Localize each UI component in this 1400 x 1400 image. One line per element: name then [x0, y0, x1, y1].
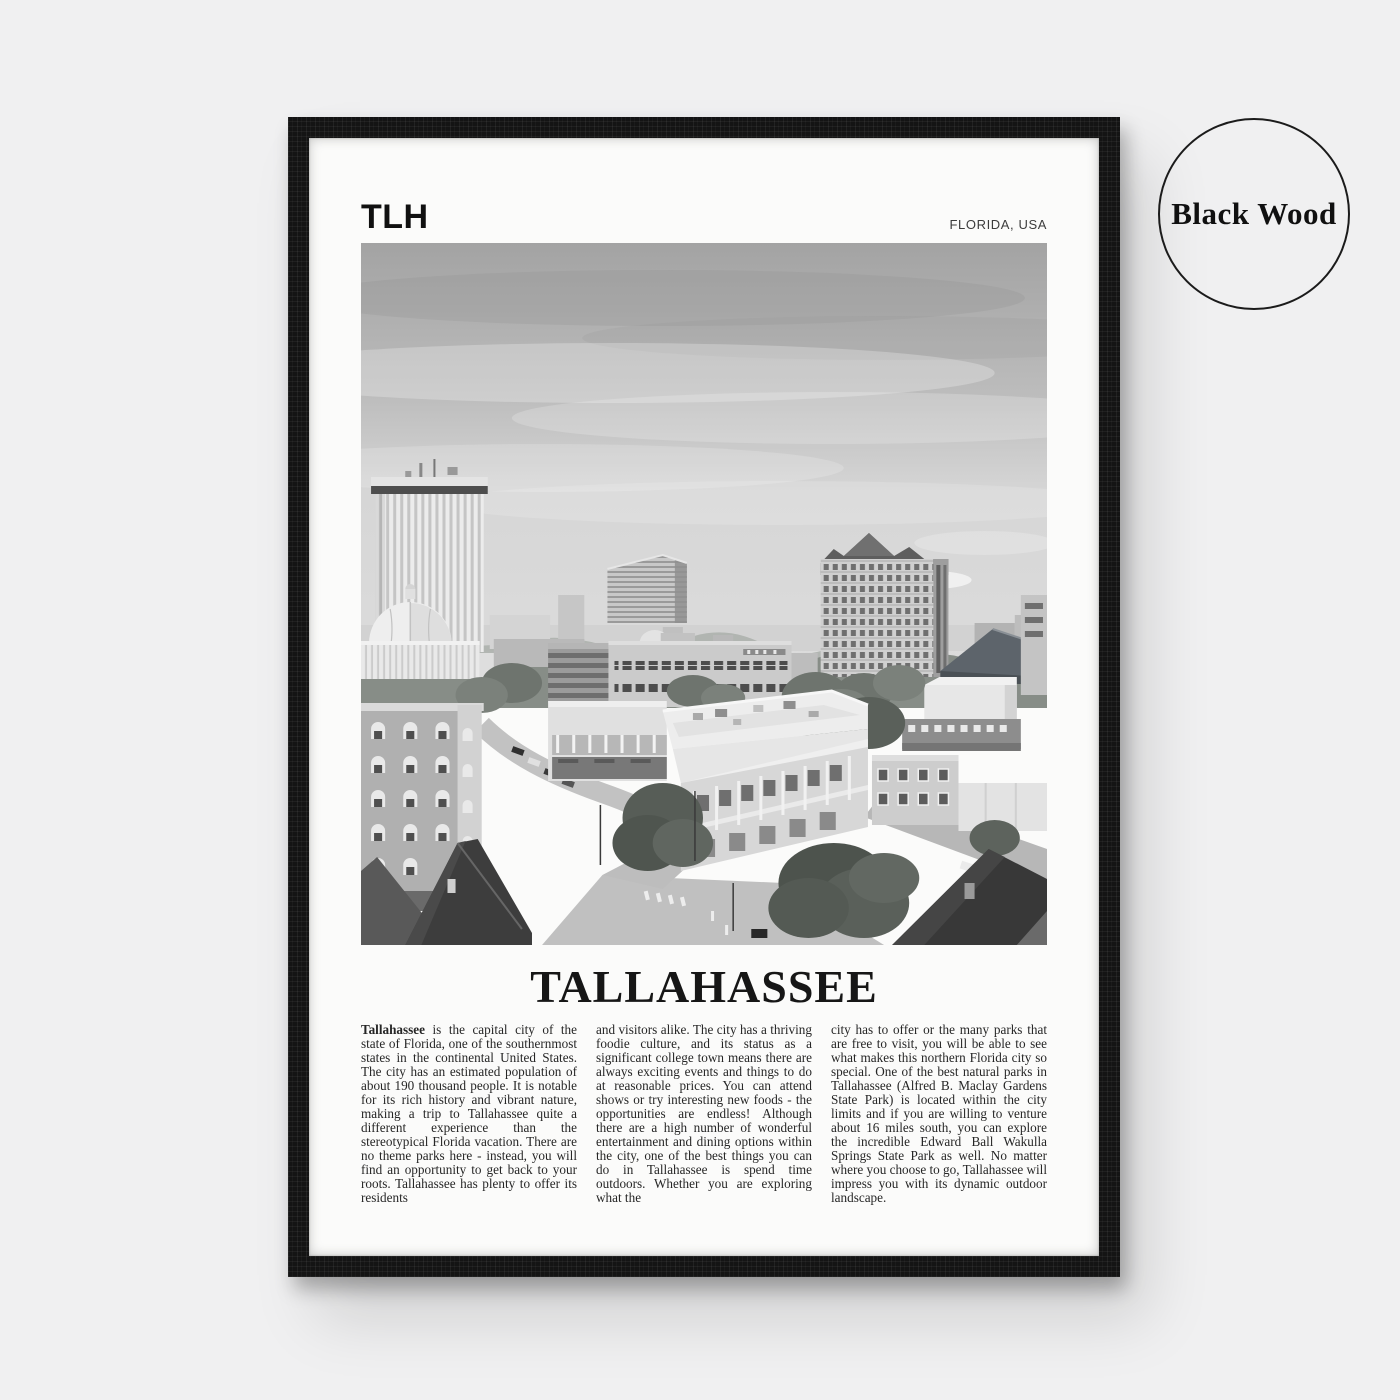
body-column-3	[831, 1023, 1047, 1205]
finish-badge-label: Black Wood	[1171, 196, 1337, 231]
lead-word: Tallahassee	[361, 1022, 425, 1037]
city-photo-illustration	[361, 243, 1047, 945]
finish-badge	[1158, 118, 1350, 310]
body-column-1	[361, 1023, 577, 1205]
poster-header	[361, 200, 1047, 234]
location-label: FLORIDA, USA	[949, 217, 1047, 232]
body-column-2	[596, 1023, 812, 1205]
body-text	[361, 1023, 1047, 1205]
picture-frame	[288, 117, 1120, 1277]
column-text: city has to offer or the many parks that are free to visit, you will be able to see what makes this northern Florida city so special. One of the best natural parks in Tallahassee (Alfred B. Maclay Gardens State Park) is located within the city limits and if you are willing to venture about 16 miles south, you can explore the incredible Edward Ball Wakulla Springs State Park as well. No matter where you choose to go, Tallahassee will impress you with its dynamic outdoor landscape.	[831, 1022, 1048, 1205]
poster	[309, 138, 1099, 1256]
column-text: and visitors alike. The city has a thriving foodie culture, and its status as a significant college town means there are always exciting events and things to do at reasonable prices. You can attend shows or try interesting new foods - the opportunities are endless! Although there are a high number of wonderful entertainment and dining options within the city, one of the best things you can do in Tallahassee is spend time outdoors. Whether you are exploring what the	[596, 1022, 812, 1205]
poster-photo	[361, 243, 1047, 945]
airport-code: TLH	[361, 198, 429, 236]
poster-title: TALLAHASSEE	[530, 961, 878, 1012]
column-text: is the capital city of the state of Florida, one of the southernmost states in the continental United States. The city has an estimated population of about 190 thousand people. It is notable for its rich history and vibrant nature, making a trip to Tallahassee quite a different experience than the stereotypical Florida vacation. There are no theme parks here - instead, you will find an opportunity to get back to your roots. Tallahassee has plenty to offer its residents	[361, 1022, 577, 1205]
